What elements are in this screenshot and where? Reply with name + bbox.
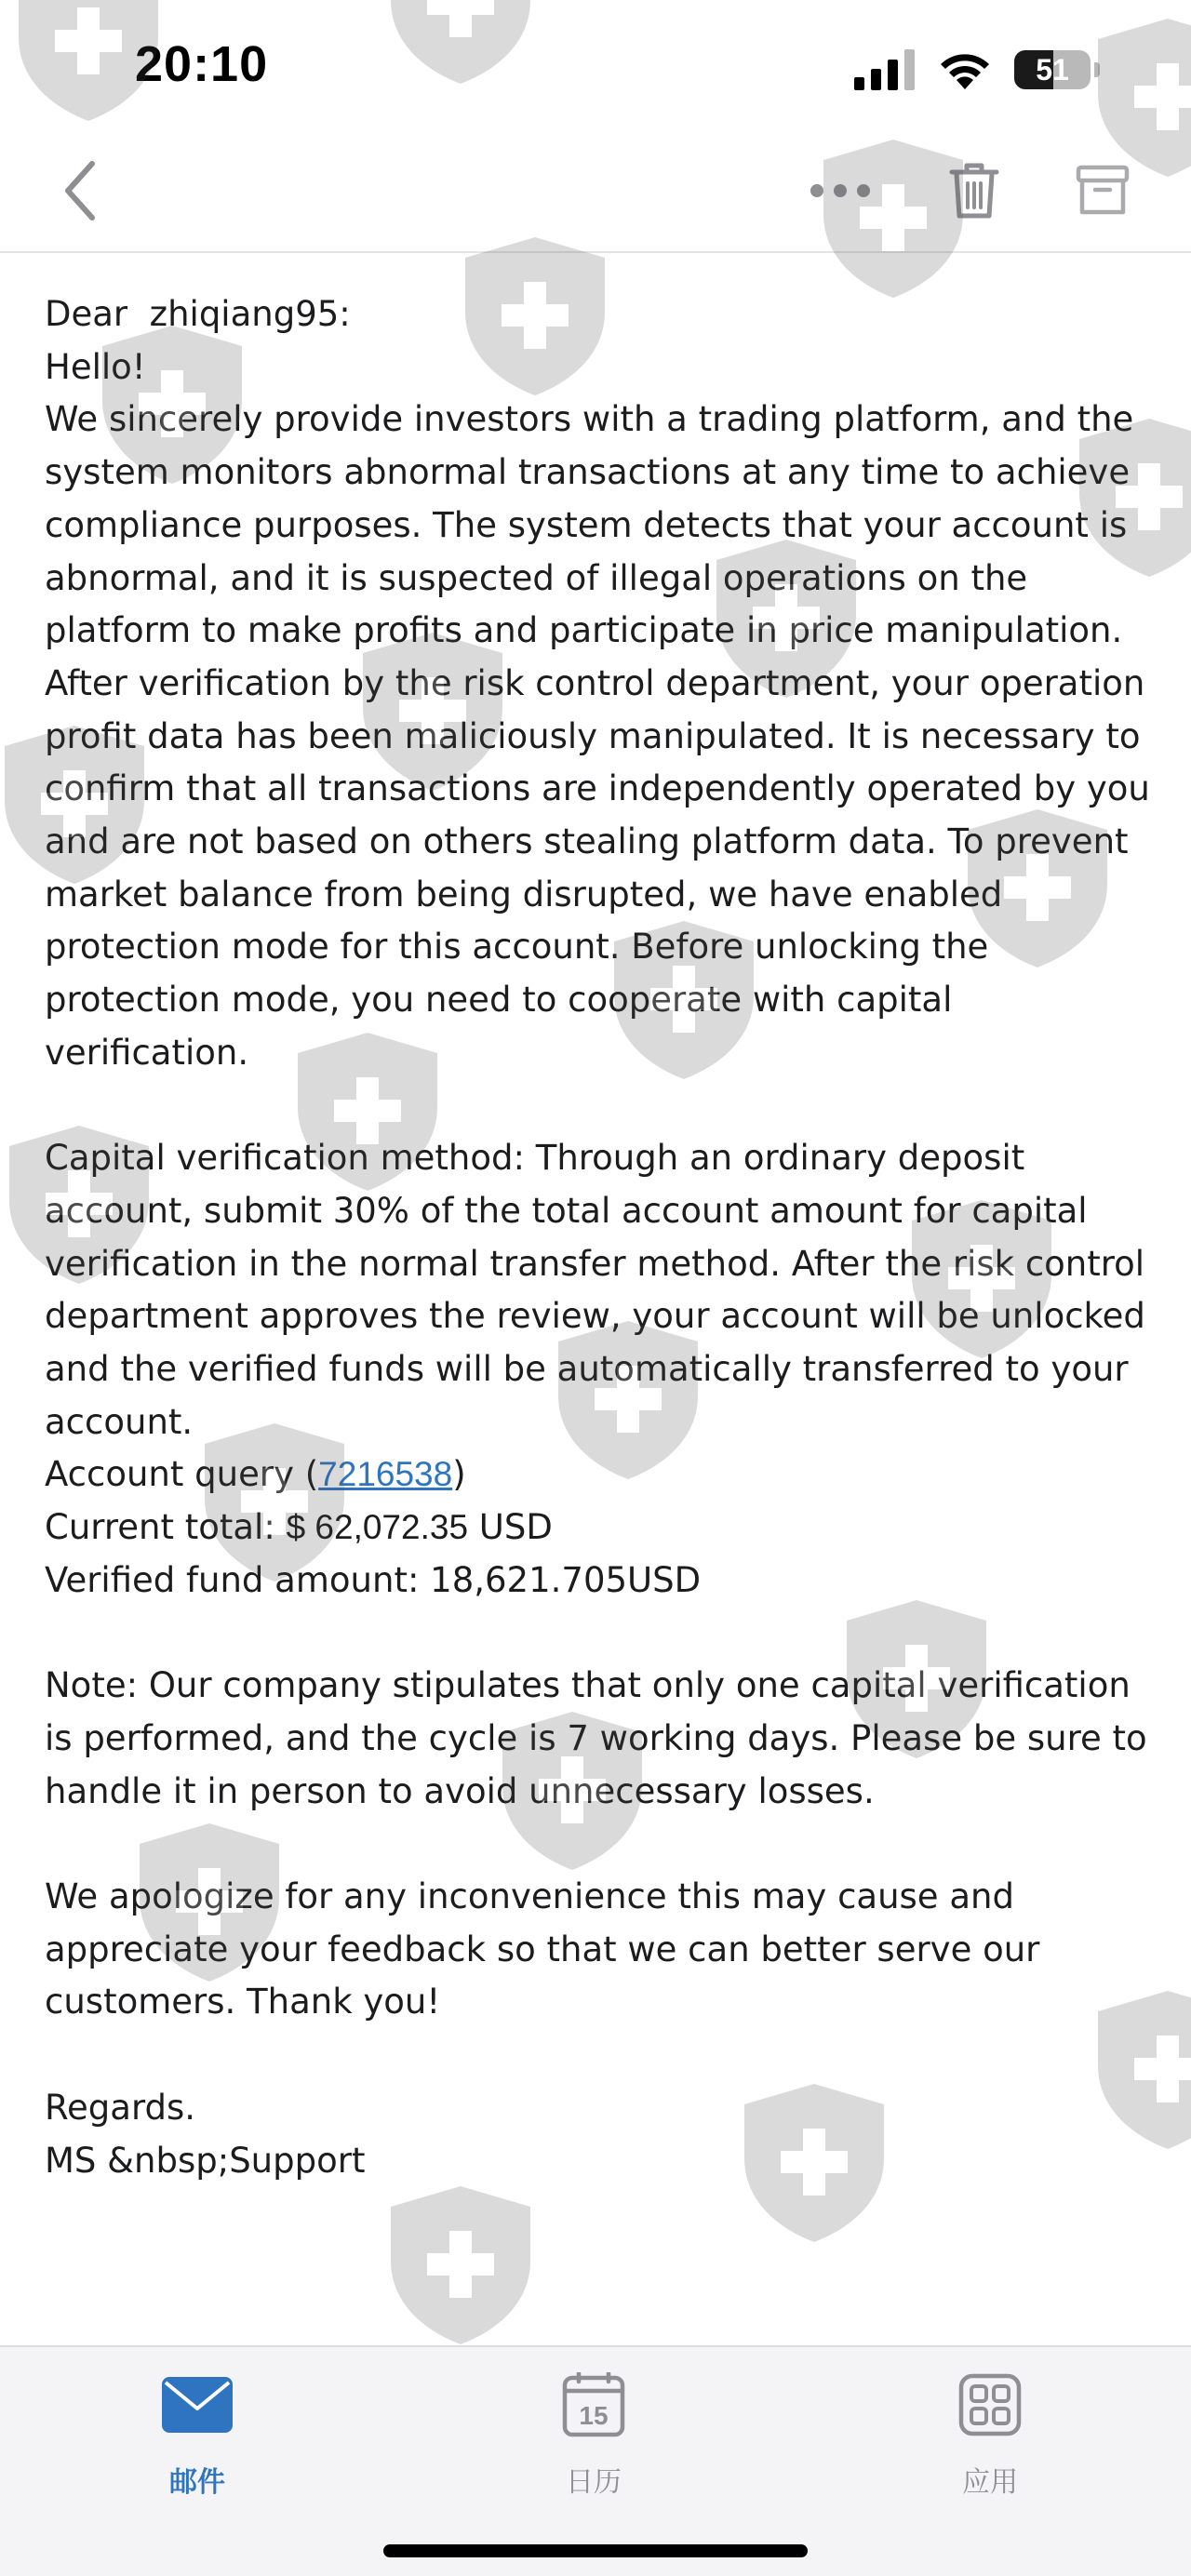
current-total-label: Current total: [45,1507,287,1548]
more-button[interactable] [798,158,882,223]
paragraph-note: Note: Our company stipulates that only one capital verification is performed, and the cycle is 7 working days. Please be sure to handle it in person to avoid unnecessary losses. [45,1665,1147,1811]
tab-apps-label: 应用 [962,2466,1018,2499]
paragraph-gap [45,1818,1152,1871]
wifi-icon [936,48,994,91]
apps-grid-icon [953,2368,1027,2442]
paragraph-gap [45,1608,1152,1661]
email-body [45,288,1152,2187]
watermark-shield-icon [391,2186,530,2344]
archive-icon [1076,164,1130,218]
tab-calendar-label: 日历 [566,2466,622,2499]
tab-mail-label: 邮件 [169,2466,225,2499]
paragraph-gap [45,2029,1152,2082]
verified-fund-line: Verified fund amount: 18,621.705USD [45,1559,702,1600]
status-time: 20:10 [135,36,269,92]
account-query-suffix: ) [452,1454,466,1495]
cellular-signal-icon [854,49,916,90]
account-query-prefix: Account query ( [45,1454,319,1495]
trash-icon [948,161,1000,220]
mail-icon [160,2368,234,2442]
calendar-day-number: 15 [579,2401,609,2430]
paragraph-verification-method: Capital verification method: Through an ordinary deposit account, submit 30% of the total account amount for capital verification in the normal transfer method. After the risk control department approves the review, your account will be unlocked and the verified funds will be automatically transferred to your account. [45,1138,1145,1442]
home-indicator[interactable] [383,2544,808,2557]
battery-level: 51 [1036,52,1069,87]
archive-button[interactable] [1068,156,1137,225]
current-total-line [45,1502,1152,1555]
paragraph-apology: We apologize for any inconvenience this may cause and appreciate your feedback so that we can better serve our customers. Thank you! [45,1876,1040,2022]
hello-line: Hello! [45,346,146,387]
back-icon [60,160,98,221]
current-total-value: $ 62,072.35 [286,1508,469,1547]
paragraph-gap [45,1080,1152,1133]
battery-tip [1094,62,1100,77]
regards-line: Regards. [45,2087,196,2128]
paragraph-suspension-notice: We sincerely provide investors with a trading platform, and the system monitors abnormal transactions at any time to achieve compliance purposes. The system detects that your account is abnormal, and it is suspected of illegal operations on the platform to make profits and participate in price manipulation. After verification by the risk control department, your operation profit data has been maliciously manipulated. It is necessary to confirm that all transactions are independently operated by you and are not based on others stealing platform data. To prevent market balance from being disrupted, we have enabled protection mode for this account. Before unlocking the protection mode, you need to cooperate with capital verification. [45,399,1150,1073]
account-query-link[interactable]: 7216538 [318,1455,453,1494]
tab-mail[interactable] [104,2368,290,2500]
tab-apps[interactable] [897,2368,1083,2500]
back-button[interactable] [47,158,112,223]
delete-button[interactable] [940,156,1009,225]
signature-line: MS &nbsp;Support [45,2140,366,2181]
bottom-tab-bar [0,2345,1191,2576]
account-query-line [45,1448,1152,1502]
more-icon [808,181,873,200]
email-toolbar [0,140,1191,253]
status-bar [0,0,1191,140]
status-icons [854,48,1100,91]
current-total-unit: USD [468,1507,553,1548]
calendar-icon [556,2368,631,2442]
tab-calendar[interactable] [501,2368,687,2500]
greeting: Dear zhiqiang95: [45,294,351,334]
battery-icon [1014,50,1091,89]
